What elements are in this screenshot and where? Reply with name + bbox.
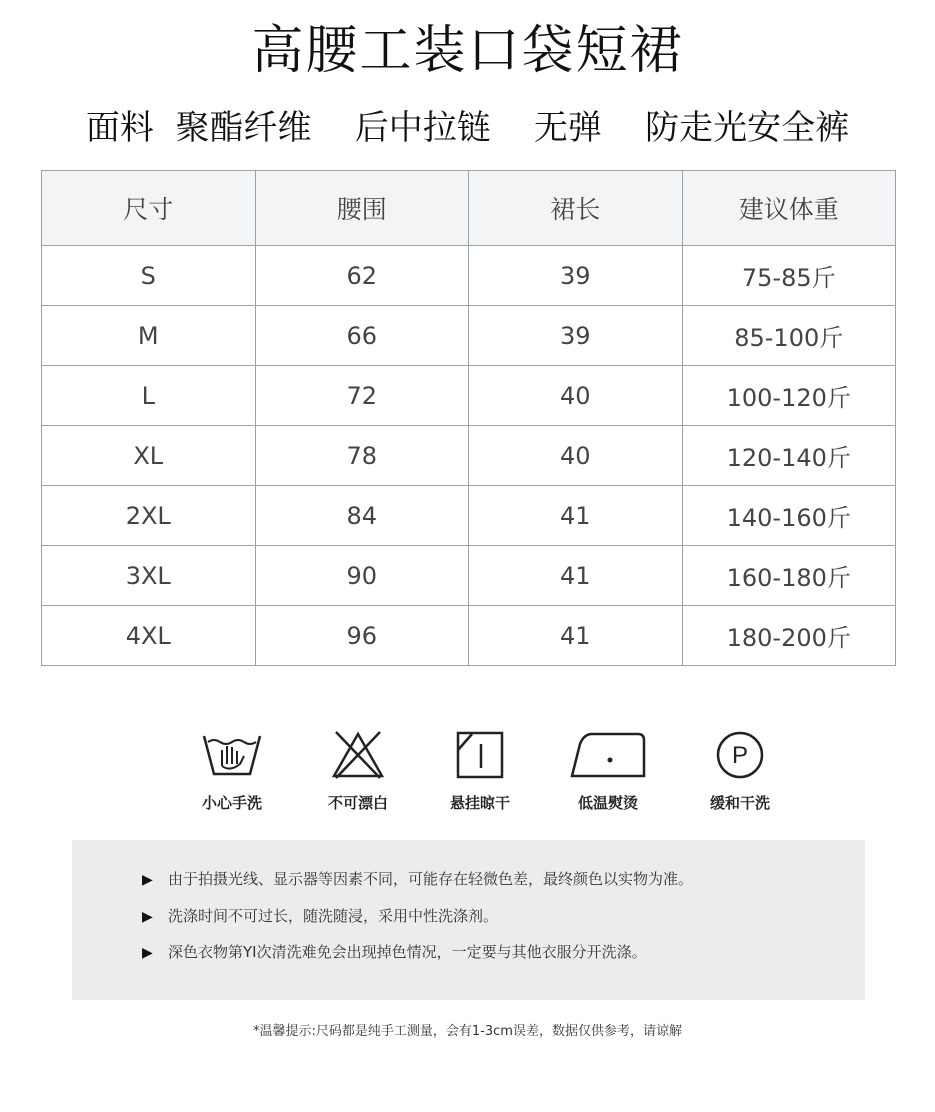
low-iron-icon (548, 730, 668, 780)
arrow-icon: ▶ (142, 909, 153, 925)
fabric-info: 面料 聚酯纤维 后中拉链 无弹 防走光安全裤 (85, 108, 850, 148)
cell-waist: 66 (255, 306, 469, 366)
cell-length: 39 (469, 246, 683, 306)
care-item-hang-dry (420, 730, 540, 813)
cell-length: 39 (469, 306, 683, 366)
cell-waist: 90 (255, 546, 469, 606)
cell-weight: 140-160斤 (682, 486, 896, 546)
page-title: 高腰工装口袋短裙 (251, 21, 684, 81)
cell-waist: 84 (255, 486, 469, 546)
col-header-size: 尺寸 (42, 171, 256, 246)
cell-size: 4XL (42, 606, 256, 666)
cell-size: 3XL (42, 546, 256, 606)
cell-waist: 78 (255, 426, 469, 486)
table-row (42, 546, 896, 606)
size-table (41, 170, 896, 666)
col-header-waist: 腰围 (255, 171, 469, 246)
cell-size: S (42, 246, 256, 306)
note-text: 洗涤时间不可过长，随洗随浸，采用中性洗涤剂。 (168, 907, 499, 925)
care-item-low-iron (548, 730, 668, 813)
note-text: 深色衣物第YI次清洗难免会出现掉色情况，一定要与其他衣服分开洗涤。 (168, 943, 647, 961)
cell-length: 41 (469, 606, 683, 666)
col-header-weight: 建议体重 (682, 171, 896, 246)
cell-weight: 180-200斤 (682, 606, 896, 666)
note-item (142, 941, 647, 962)
hand-wash-icon (172, 730, 292, 780)
footer-tip: *温馨提示:尺码都是纯手工测量，会有1-3cm误差，数据仅供参考，请谅解 (253, 1024, 682, 1039)
table-row (42, 486, 896, 546)
cell-weight: 120-140斤 (682, 426, 896, 486)
note-text: 由于拍摄光线、显示器等因素不同，可能存在轻微色差，最终颜色以实物为准。 (168, 870, 694, 888)
svg-text:P: P (731, 742, 749, 769)
arrow-icon: ▶ (142, 872, 153, 888)
col-header-length: 裙长 (469, 171, 683, 246)
cell-size: XL (42, 426, 256, 486)
cell-size: L (42, 366, 256, 426)
care-item-dry-clean (680, 730, 800, 813)
cell-size: M (42, 306, 256, 366)
cell-waist: 96 (255, 606, 469, 666)
care-label: 低温熨烫 (577, 794, 638, 812)
no-bleach-icon (298, 730, 418, 780)
table-row (42, 366, 896, 426)
cell-weight: 75-85斤 (682, 246, 896, 306)
table-row (42, 606, 896, 666)
dry-clean-icon (680, 730, 800, 780)
table-row (42, 306, 896, 366)
cell-length: 41 (469, 546, 683, 606)
cell-length: 40 (469, 366, 683, 426)
care-label: 悬挂晾干 (449, 794, 510, 812)
table-row (42, 426, 896, 486)
cell-length: 40 (469, 426, 683, 486)
hang-dry-icon (420, 730, 540, 780)
care-item-no-bleach (298, 730, 418, 813)
care-label: 不可漂白 (327, 794, 388, 812)
cell-waist: 72 (255, 366, 469, 426)
arrow-icon: ▶ (142, 945, 153, 961)
note-item (142, 905, 498, 926)
care-label: 缓和干洗 (709, 794, 770, 812)
cell-waist: 62 (255, 246, 469, 306)
notes-box (72, 840, 865, 1000)
cell-weight: 160-180斤 (682, 546, 896, 606)
cell-length: 41 (469, 486, 683, 546)
table-header-row (42, 171, 896, 246)
note-item (142, 868, 693, 889)
cell-weight: 85-100斤 (682, 306, 896, 366)
table-row (42, 246, 896, 306)
cell-weight: 100-120斤 (682, 366, 896, 426)
care-item-hand-wash (172, 730, 292, 813)
cell-size: 2XL (42, 486, 256, 546)
care-label: 小心手洗 (201, 794, 262, 812)
